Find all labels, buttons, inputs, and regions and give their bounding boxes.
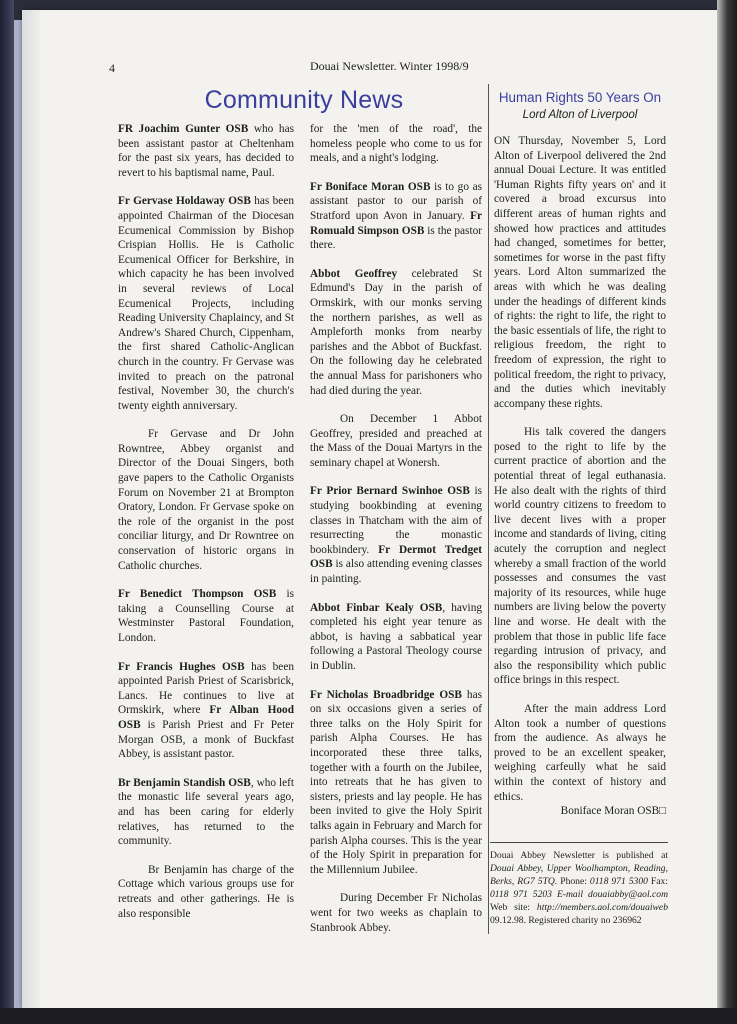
person-name: Abbot Geoffrey: [310, 267, 398, 280]
news-item: Fr Benedict Thompson OSB is taking a Counselling Course at Westminster Pastoral Foundation, London.: [118, 588, 295, 644]
book-binding-right: [717, 0, 737, 1024]
sidebar-title: Human Rights 50 Years On: [498, 90, 662, 105]
news-item: During December Fr Nicholas went for two weeks as chaplain to Stanbrook Abbey.: [310, 892, 482, 934]
person-name: Fr Romuald Simpson OSB: [310, 209, 482, 237]
page-title: Community News: [204, 86, 404, 114]
running-head: Douai Newsletter. Winter 1998/9: [310, 59, 469, 73]
sidebar-subtitle: Lord Alton of Liverpool: [522, 109, 638, 121]
phone-number: 0118 971 5300: [589, 876, 648, 887]
email-address: douaiabby@aol.com: [588, 889, 668, 900]
article-paragraph: After the main address Lord Alton took a number of questions from the audience. As always he proved to be an excellent speaker, weighing carfeully what he said within the context of history and ethics.: [494, 702, 666, 803]
article-paragraph: His talk covered the dangers posed to the right to life by the current practice of abortion and the potential threat of legal euthanasia. He also dealt with the rights of third world country citizens to freedom to live decent lives with a proper income and standards of living, citing acutely the corruption and neglect whereby a small fraction of the world possesses and consumes the vast majority of its resources, while huge numbers are living below the poverty line and worse. He dealt with the problem that those in public life face regarding intrusion of privacy, and also the responsibility which public office brings in this respect.: [494, 426, 666, 687]
person-name: Fr Prior Bernard Swinhoe OSB: [310, 485, 470, 498]
news-item: Fr Prior Bernard Swinhoe OSB is studying bookbinding at evening classes in Thatcham with the aim of resurrecting the monastic bookbindery. Fr Dermot Tredget OSB is also attending evening classes in painting.: [310, 485, 482, 586]
publisher-address: Douai Abbey, Upper Woolhampton, Reading, Berks, RG7 5TQ.: [490, 863, 668, 887]
page-number: 4: [109, 61, 115, 75]
person-name: Abbot Finbar Kealy OSB: [310, 601, 443, 614]
news-item: Fr Boniface Moran OSB is to go as assistant pastor to our parish of Stratford upon Avon in January. Fr Romuald Simpson OSB is the pastor there.: [310, 180, 482, 252]
person-name: Fr Benedict Thompson OSB: [118, 588, 277, 601]
news-item: Abbot Geoffrey celebrated St Edmund's Day in the parish of Ormskirk, with our monks serving the northern parishes, as well as Ampleforth monks from nearby parishes and the Abbot of Buckfast. On the following day he celebrated the annual Mass for parishoners who had died during the year.: [310, 267, 482, 397]
news-item: Fr Nicholas Broadbridge OSB has on six occasions given a series of three talks on the Holy Spirit for parish Alpha Courses. He has incorporated these three talks, together with a fourth on the Jubilee, into retreats that he has given to sisters, priests and lay people. He has been invited to give the Holy Spirit talks again in February and March for parish Alpha courses. This is the year of the Holy Spirit in preparation for the Millennium Jubilee.: [310, 688, 482, 876]
news-item: Br Benjamin Standish OSB, who left the monastic life several years ago, and has been caring for elderly relatives, has returned to the community.: [118, 776, 294, 848]
news-item: for the 'men of the road', the homeless people who come to us for meals, and a night's lodging.: [310, 123, 482, 165]
person-name: Fr Nicholas Broadbridge OSB: [310, 688, 462, 701]
article-paragraph: ON Thursday, November 5, Lord Alton of Liverpool delivered the 2nd annual Douai Lecture. It was entitled 'Human Rights fifty years on' and it covered a broad excursus into different areas of human rights and showed how practices and attitudes had changed, sometimes for better, sometimes for worse in the past fifty years. Lord Alton summarized the areas with which he was dealing under the headings of different kinds of rights: the right to life, the right to the basic essentials of life, the right to religious freedom, the right to freedom of expression, the right to political freedom, the right to privacy, and the duties which inevitably accompany these rights.: [494, 135, 666, 410]
news-item: Br Benjamin has charge of the Cottage which various groups use for retreats and other gatherings. He is also responsible: [118, 863, 294, 920]
news-item: Fr Gervase Holdaway OSB has been appointed Chairman of the Diocesan Ecumenical Commission by Bishop Crispian Hollis. He is Catholic Ecumenical Officer for Berkshire, in which capacity he has been involved in several reviews of Local Ecumenical Projects, including Reading University Chaplaincy, and St Andrew's Shared Church, Cippenham, the first shared Catholic-Anglican church in the country. Fr Gervase was invited to preach on the patronal festival, November 30, the church's twenty eighth anniversary.: [118, 195, 294, 412]
person-name: Fr Dermot Tredget OSB: [310, 543, 482, 571]
person-name: Fr Alban Hood OSB: [118, 704, 294, 731]
fax-number: 0118 971 5203: [490, 889, 552, 900]
news-item: Abbot Finbar Kealy OSB, having completed his eight year tenure as abbot, is having a sabbatical year following a Pastoral Theology course in Dublin.: [310, 601, 482, 672]
imprint-box: Douai Abbey Newsletter is published at Douai Abbey, Upper Woolhampton, Reading, Berks, RG7 5TQ. Phone: 0118 971 5300 Fax: 0118 971 5203 E-mail douaiabby@aol.com Web site: http://members.aol.com/douaiweb 09.12.98. Registered charity no 236962: [490, 842, 668, 927]
book-binding-left: [0, 0, 14, 1024]
news-item: FR Joachim Gunter OSB who has been assistant pastor at Cheltenham for the past six years, has decided to revert to his baptismal name, Paul.: [118, 123, 294, 179]
column-2: [310, 122, 482, 949]
person-name: FR Joachim Gunter OSB: [118, 123, 249, 135]
column-1: [118, 122, 294, 935]
scan-bottom-edge: [0, 1008, 737, 1024]
person-name: Br Benjamin Standish OSB: [118, 776, 251, 789]
news-item: On December 1 Abbot Geoffrey, presided and preached at the Mass of the Douai Martyrs in the seminary chapel at Wonersh.: [310, 413, 482, 469]
sidebar-article: [494, 134, 666, 833]
news-item: Fr Francis Hughes OSB has been appointed Parish Priest of Scarisbrick, Lancs. He continues to live at Ormskirk, where Fr Alban Hood OSB is Parish Priest and Fr Peter Morgan OSB, a monk of Buckfast Abbey, is assistant pastor.: [118, 660, 294, 761]
page-gutter-shadow: [22, 10, 40, 1008]
article-signoff: Boniface Moran OSB□: [560, 805, 666, 818]
column-rule: [488, 84, 489, 934]
website-url: http://members.aol.com/douaiweb: [536, 902, 668, 913]
person-name: Fr Gervase Holdaway OSB: [118, 195, 251, 208]
person-name: Fr Francis Hughes OSB: [118, 660, 245, 673]
person-name: Fr Boniface Moran OSB: [310, 180, 431, 193]
news-item: Fr Gervase and Dr John Rowntree, Abbey organist and Director of the Douai Singers, both gave papers to the Catholic Organists Forum on November 21 at Brompton Oratory, London. Fr Gervase spoke on the role of the organist in the post conciliar liturgy, and Dr Rowntree on conservation of historic organs in Catholic churches.: [118, 428, 294, 572]
